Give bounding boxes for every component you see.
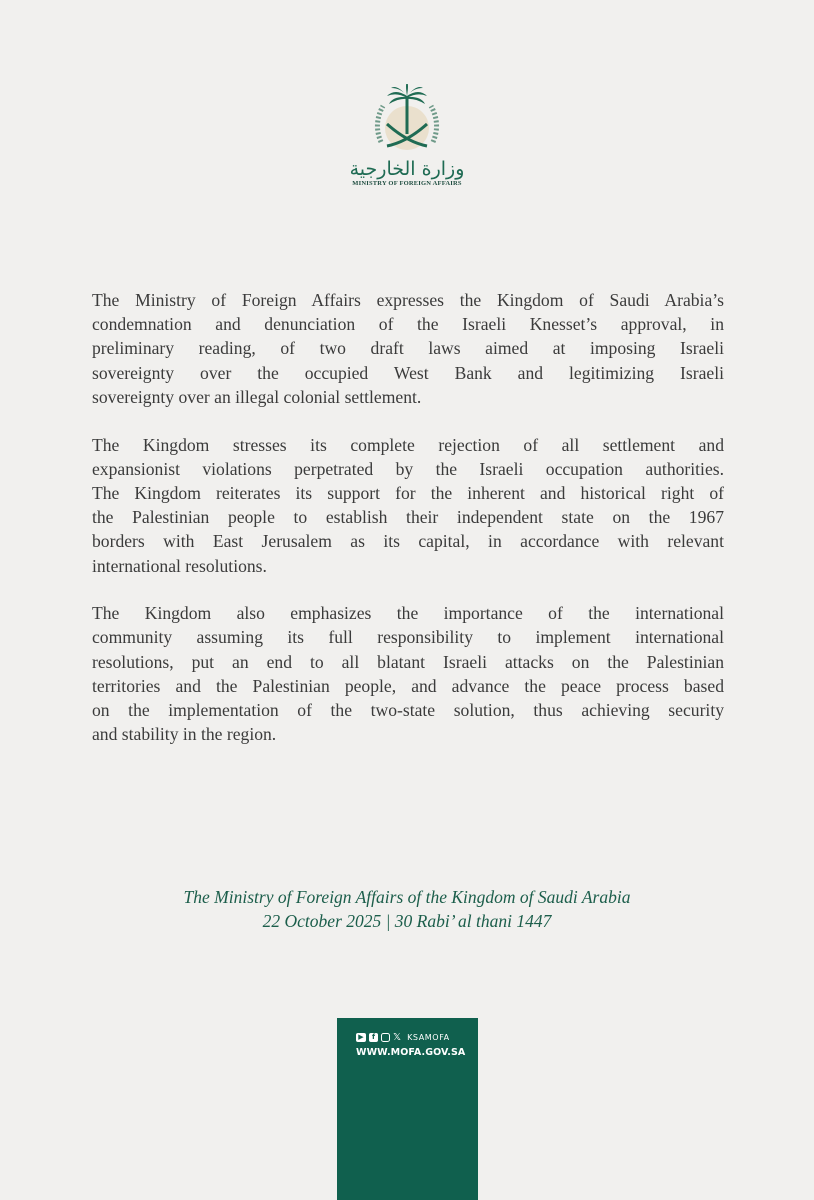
emblem-icon (367, 84, 447, 156)
paragraph-line: community assuming its full responsibility to implement international (92, 627, 724, 648)
signature-issuer: The Ministry of Foreign Affairs of the Kingdom of Saudi Arabia (183, 887, 631, 907)
paragraph-line: territories and the Palestinian people, and advance the peace process based (92, 675, 724, 696)
paragraph-line: international resolutions. (92, 555, 267, 576)
website-link[interactable]: WWW.MOFA.GOV.SA (356, 1047, 466, 1058)
paragraph-line: sovereignty over the occupied West Bank and legitimizing Israeli (92, 362, 724, 383)
statement-paragraph (92, 601, 724, 746)
youtube-icon[interactable]: ▶ (356, 1033, 366, 1042)
facebook-icon[interactable]: f (369, 1033, 378, 1042)
statement-paragraph (92, 288, 724, 409)
paragraph-line: expansionist violations perpetrated by the Israeli occupation authorities. (92, 458, 724, 479)
paragraph-line: on the implementation of the two-state solution, thus achieving security (92, 700, 724, 721)
logo-arabic-text: وزارة الخارجية (349, 158, 465, 180)
paragraph-line: and stability in the region. (92, 724, 277, 745)
paragraph-line: resolutions, put an end to all blatant Israeli attacks on the Palestinian (92, 651, 724, 672)
paragraph-line: preliminary reading, of two draft laws aimed at imposing Israeli (92, 338, 724, 359)
footer-box (337, 1018, 478, 1200)
statement-paragraph (92, 433, 724, 578)
paragraph-line: condemnation and denunciation of the Israeli Knesset’s approval, in (92, 314, 724, 335)
paragraph-line: The Kingdom reiterates its support for the inherent and historical right of (92, 482, 724, 503)
x-icon[interactable]: 𝕏 (393, 1032, 402, 1043)
signature-block (0, 885, 814, 933)
instagram-icon[interactable] (381, 1033, 390, 1042)
social-row (356, 1033, 450, 1042)
paragraph-line: borders with East Jerusalem as its capital, in accordance with relevant (92, 531, 724, 552)
paragraph-line: sovereignty over an illegal colonial settlement. (92, 386, 422, 407)
logo-english-text: MINISTRY OF FOREIGN AFFAIRS (352, 180, 462, 187)
paragraph-line: the Palestinian people to establish their independent state on the 1967 (92, 507, 724, 528)
paragraph-line: The Kingdom also emphasizes the importance of the international (92, 603, 724, 624)
paragraph-line: The Kingdom stresses its complete rejection of all settlement and (92, 434, 724, 455)
ministry-logo (340, 84, 474, 204)
social-handle[interactable]: KSAMOFA (407, 1033, 450, 1042)
statement-body (92, 288, 724, 770)
signature-date: 22 October 2025 | 30 Rabi’ al thani 1447 (262, 911, 552, 931)
paragraph-line: The Ministry of Foreign Affairs expresses the Kingdom of Saudi Arabia’s (92, 290, 724, 310)
